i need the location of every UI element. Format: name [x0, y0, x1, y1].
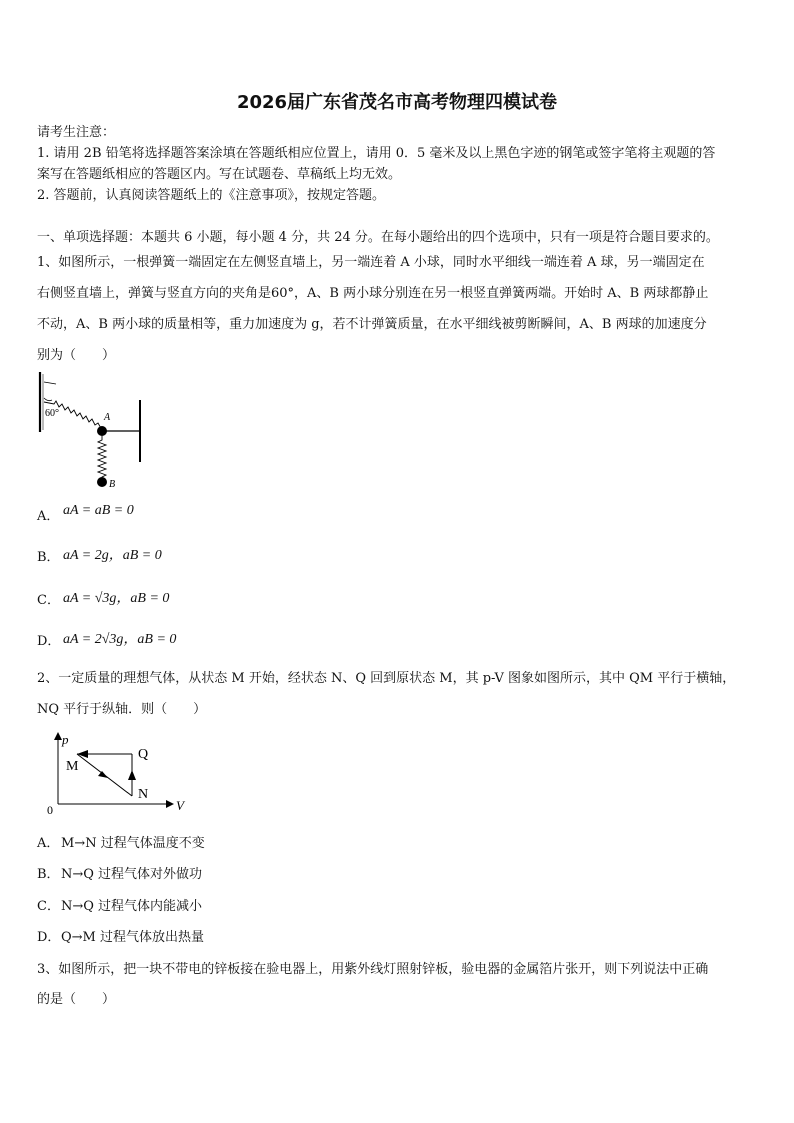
axis-label-p: p — [62, 732, 69, 747]
arrow-nq — [128, 770, 136, 780]
notice-item-2: 2. 答题前，认真阅读答题纸上的《注意事项》，按规定答题。 — [37, 188, 386, 203]
q1-option-c-letter: C． — [37, 593, 60, 608]
q1-option-a-letter: A． — [37, 509, 60, 524]
q2-option-a-letter: A． — [37, 836, 60, 851]
q3-line-1: 3、如图所示，把一块不带电的锌板接在验电器上，用紫外线灯照射锌板，验电器的金属箔片张开，则下列说法中正确 — [37, 962, 709, 977]
notice-item-1: 1. 请用 2B 铅笔将选择题答案涂填在答题纸相应位置上，请用 0．5 毫米及以上黑色字迹的钢笔或签字笔将主观题的答 — [37, 146, 716, 161]
arrow-qm — [77, 750, 88, 758]
notice-item-1-cont: 案写在答题纸相应的答题区内。写在试题卷、草稿纸上均无效。 — [37, 167, 402, 182]
q2-option-b-letter: B． — [37, 867, 60, 882]
q2-pv-diagram — [40, 730, 190, 816]
q3-line-2: 的是（ ） — [37, 992, 116, 1007]
q1-option-c-expr: aA = √3g，aB = 0 — [63, 591, 170, 606]
left-wall — [40, 372, 43, 432]
ball-a — [97, 426, 107, 436]
q2-option-d-letter: D． — [37, 930, 61, 945]
vertical-spring — [98, 436, 106, 480]
section-heading: 一、单项选择题：本题共 6 小题，每小题 4 分，共 24 分。在每小题给出的四个选项中，只有一项是符合题目要求的。 — [37, 230, 719, 245]
label-q: Q — [138, 747, 149, 762]
q1-option-a-expr: aA = aB = 0 — [63, 503, 134, 518]
notice-heading: 请考生注意： — [37, 125, 116, 140]
q1-line-1: 1、如图所示，一根弹簧一端固定在左侧竖直墙上，另一端连着 A 小球，同时水平细线一端连着 A 球，另一端固定在 — [37, 255, 705, 270]
ball-b — [97, 477, 107, 487]
q2-option-d-text: Q→M 过程气体放出热量 — [61, 930, 204, 945]
q1-option-d-letter: D． — [37, 634, 61, 649]
q2-line-1: 2、一定质量的理想气体，从状态 M 开始，经状态 N、Q 回到原状态 M，其 p-V 图象如图所示，其中 QM 平行于横轴， — [37, 671, 736, 686]
arrow-mn — [98, 771, 108, 778]
q1-option-d-expr: aA = 2√3g，aB = 0 — [63, 632, 177, 647]
q2-line-2: NQ 平行于纵轴．则（ ） — [37, 702, 207, 717]
label-b: B — [109, 479, 116, 490]
angle-label: 60° — [45, 408, 59, 419]
q2-option-a-text: M→N 过程气体温度不变 — [61, 836, 205, 851]
page-title: 2026届广东省茂名市高考物理四模试卷 — [236, 92, 558, 113]
q1-option-b-letter: B． — [37, 550, 60, 565]
label-a: A — [104, 412, 111, 423]
q2-option-c-letter: C． — [37, 899, 60, 914]
label-n: N — [138, 787, 149, 802]
q1-option-b-expr: aA = 2g，aB = 0 — [63, 548, 162, 563]
q1-line-3: 不动，A、B 两小球的质量相等，重力加速度为 g，若不计弹簧质量，在水平细线被剪断瞬间，A、B 两球的加速度分 — [37, 317, 707, 332]
origin-label: 0 — [47, 803, 53, 816]
label-m: M — [66, 759, 79, 774]
q1-line-4: 别为（ ） — [37, 348, 116, 363]
q1-line-2: 右侧竖直墙上，弹簧与竖直方向的夹角是60°，A、B 两小球分别连在另一根竖直弹簧两端。开始时 A、B 两球都静止 — [37, 286, 709, 301]
q2-option-b-text: N→Q 过程气体对外做功 — [61, 867, 203, 882]
q2-option-c-text: N→Q 过程气体内能减小 — [61, 899, 203, 914]
angle-arc — [44, 398, 52, 401]
vertical-reference — [44, 382, 56, 384]
axis-label-v: V — [176, 798, 184, 813]
q1-spring-figure — [36, 370, 148, 494]
